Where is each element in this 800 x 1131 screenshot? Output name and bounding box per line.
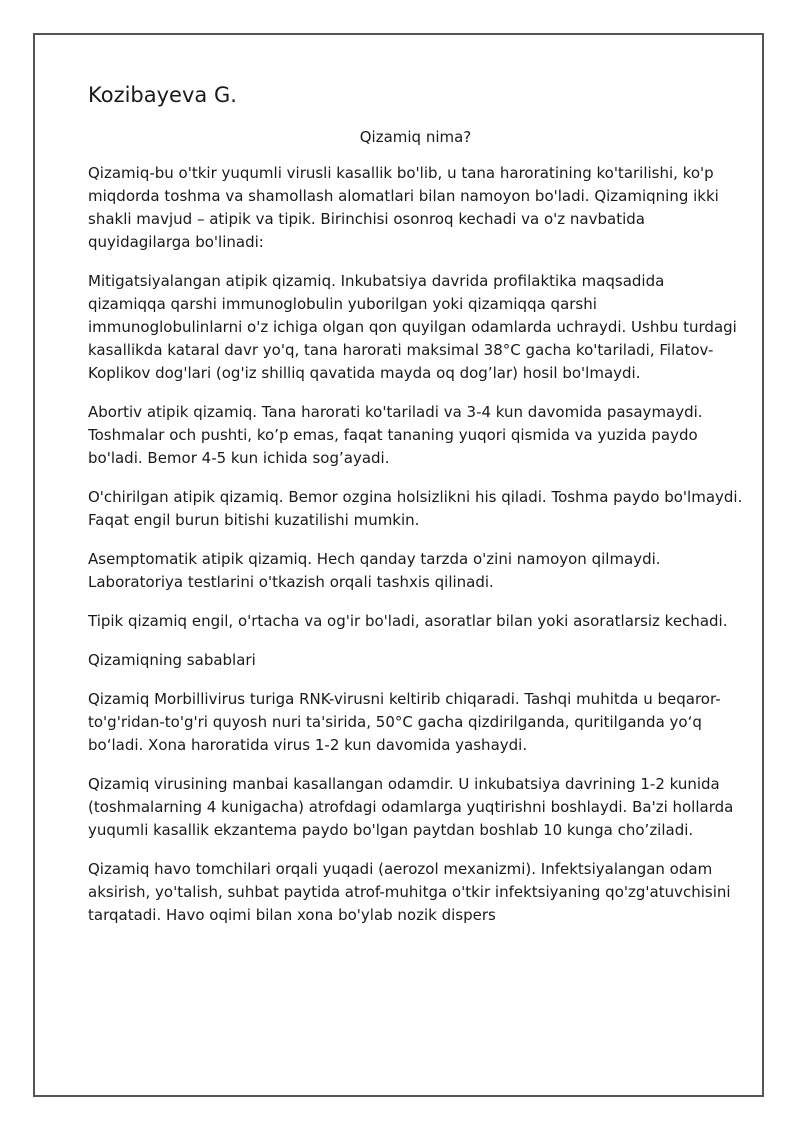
- author-name: Kozibayeva G.: [88, 83, 237, 107]
- paragraph-abortive-measles: Abortiv atipik qizamiq. Tana harorati ko'tariladi va 3-4 kun davomida pasaymaydi. Toshmalar och pushti, ko’p emas, faqat tananing yuqori qismida va yuzida paydo bo'ladi. Bemor 4-5 kun ichida sog’ayadi.: [88, 403, 703, 467]
- paragraph-virus-cause: Qizamiq Morbillivirus turiga RNK-virusni keltirib chiqaradi. Tashqi muhitda u beqaror-to'g'ridan-to'g'ri quyosh nuri ta'sirida, 50°C gacha qizdirilganda, quritilganda yo‘q bo‘ladi. Xona haroratida virus 1-2 kun davomida yashaydi.: [88, 690, 721, 754]
- paragraph-erased-measles: O'chirilgan atipik qizamiq. Bemor ozgina holsizlikni his qiladi. Toshma paydo bo'lmaydi. Faqat engil burun bitishi kuzatilishi mumkin.: [88, 488, 743, 529]
- paragraph-virus-source: Qizamiq virusining manbai kasallangan odamdir. U inkubatsiya davrining 1-2 kunida (toshmalarning 4 kunigacha) atrofdagi odamlarga yuqtirishni boshlaydi. Ba'zi hollarda yuqumli kasallik ekzantema paydo bo'lgan paytdan boshlab 10 kunga cho’ziladi.: [88, 775, 734, 839]
- paragraph-asymptomatic-measles: Asemptomatik atipik qizamiq. Hech qanday tarzda o'zini namoyon qilmaydi. Laboratoriya testlarini o'tkazish orqali tashxis qilinadi.: [88, 550, 661, 591]
- paragraph-typical-measles: Tipik qizamiq engil, o'rtacha va og'ir bo'ladi, asoratlar bilan yoki asoratlarsiz kechadi.: [88, 612, 728, 630]
- section-heading-causes: Qizamiqning sabablari: [88, 651, 256, 669]
- intro-paragraph: Qizamiq-bu o'tkir yuqumli virusli kasallik bo'lib, u tana haroratining ko'tarilishi, ko'p miqdorda toshma va shamollash alomatlari bilan namoyon bo'ladi. Qizamiqning ikki shakli mavjud – atipik va tipik. Birinchisi osonroq kechadi va o'z navbatida quyidagilarga bo'linadi:: [88, 164, 719, 251]
- document-title: Qizamiq nima?: [359, 128, 472, 146]
- document-page: [33, 33, 764, 1097]
- document-body: [88, 81, 743, 943]
- paragraph-transmission: Qizamiq havo tomchilari orqali yuqadi (aerozol mexanizmi). Infektsiyalangan odam aksirish, yo'talish, suhbat paytida atrof-muhitga o'tkir infektsiyaning qo'zg'atuvchisini tarqatadi. Havo oqimi bilan xona bo'ylab nozik dispers: [88, 860, 731, 924]
- paragraph-mitigated-measles: Mitigatsiyalangan atipik qizamiq. Inkubatsiya davrida profilaktika maqsadida qizamiqqa qarshi immunoglobulin yuborilgan yoki qizamiqqa qarshi immunoglobulinlarni o'z ichiga olgan qon quyilgan odamlarda uchraydi. Ushbu turdagi kasallikda kataral davr yo'q, tana harorati maksimal 38°C gacha ko'tariladi, Filatov-Koplikov dog'lari (og'iz shilliq qavatida mayda oq dog’lar) hosil bo'lmaydi.: [88, 272, 737, 382]
